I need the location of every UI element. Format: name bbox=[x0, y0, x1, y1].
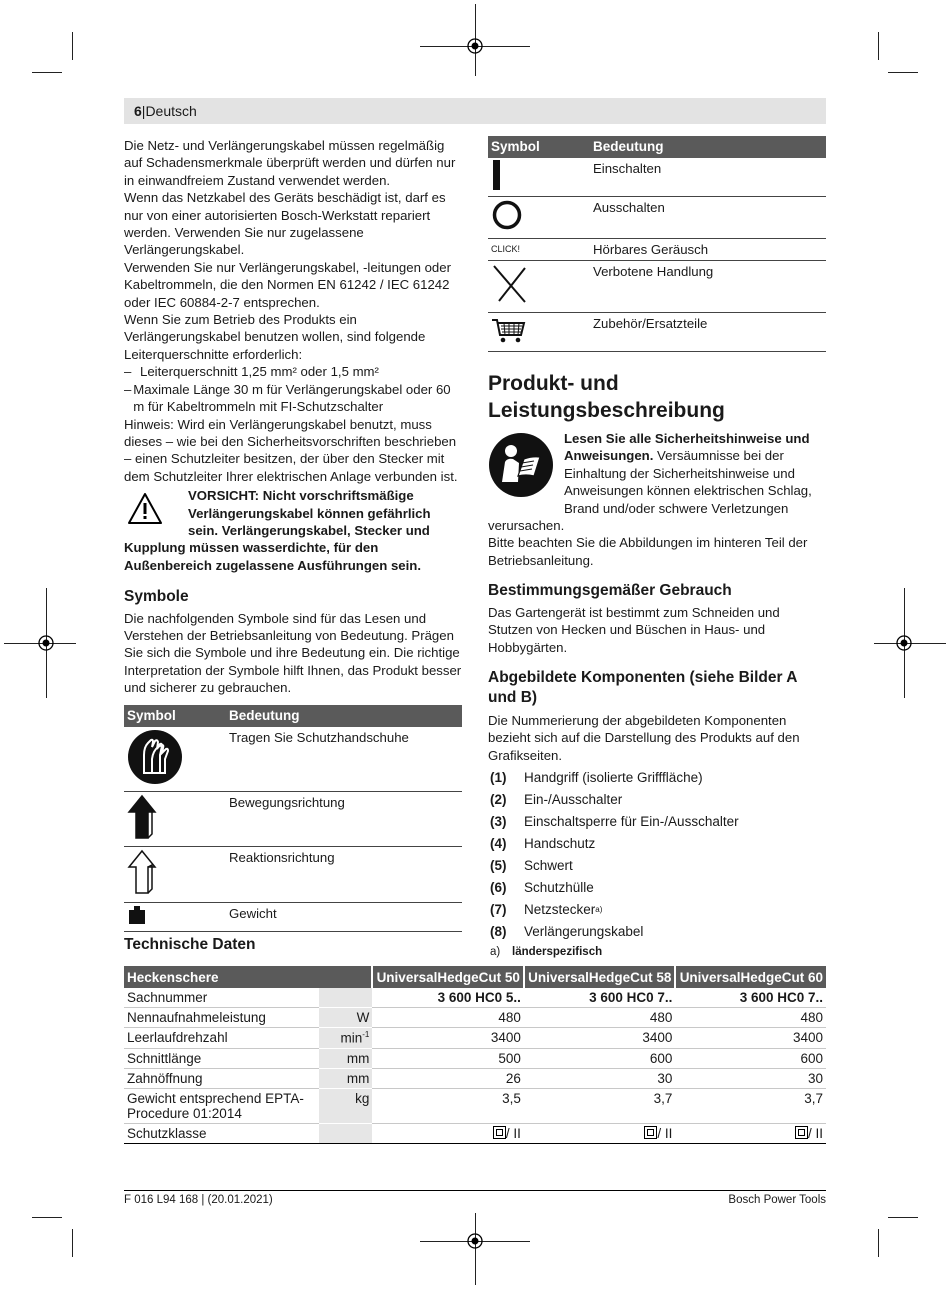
table-row bbox=[488, 197, 826, 238]
tech-section bbox=[124, 936, 826, 1144]
symbols-intro: Die nachfolgenden Symbole sind für das Lesen und Verstehen der Betriebsanleitung von Bedeutung. Prägen Sie sich die Symbole und ihre Bedeutung ein. Die richtige Interpretation der Symbole hilft Ihnen, das Produkt besser und sicherer zu gebrauchen. bbox=[124, 610, 462, 696]
registration-mark-icon bbox=[466, 1232, 484, 1250]
read-text: Versäumnisse bei der Einhaltung der Sicherheitshinweise und Anweisungen können elektrischen Schlag, Brand und/oder schwere Verletzungen verursachen. bbox=[488, 448, 812, 534]
paragraph: Wenn Sie zum Betrieb des Produkts ein Verlängerungskabel benutzen wollen, sind folgende Leiterquerschnitte erforderlich: bbox=[124, 312, 426, 362]
page-footer bbox=[124, 1190, 826, 1206]
table-row bbox=[488, 158, 826, 197]
table-row: Schnittlänge mm 500 600 600 bbox=[124, 1048, 826, 1068]
column-header: Symbol bbox=[124, 705, 226, 727]
crop-mark bbox=[888, 1217, 918, 1218]
column-header: Heckenschere bbox=[124, 966, 372, 988]
table-row: Sachnummer 3 600 HC0 5.. 3 600 HC0 7.. 3 600 HC0 7.. bbox=[124, 988, 826, 1008]
caution-text: VORSICHT: Nicht vorschriftsmäßige Verlängerungskabel können gefährlich sein. Verlängerungskabel, Stecker und Kupplung müssen wasserdichte, für den Außenbereich zugelassene Ausführungen sein. bbox=[124, 488, 431, 573]
crop-mark bbox=[72, 32, 73, 60]
registration-mark-icon bbox=[37, 634, 55, 652]
list-item: (5) Schwert bbox=[490, 858, 573, 874]
hint-paragraph: Hinweis: Wird ein Verlängerungskabel benutzt, muss dieses – wie bei den Sicherheitsvorschriften beschrieben – einen Schutzleiter besitzen, der über den Stecker mit dem Schutzleiter Ihrer elektrischen Anlage verbunden ist. bbox=[124, 416, 458, 484]
table-row: Zahnöffnung mm 26 30 30 bbox=[124, 1068, 826, 1088]
symbol-meaning: Tragen Sie Schutzhandschuhe bbox=[226, 727, 462, 792]
symbol-meaning: Zubehör/Ersatzteile bbox=[590, 312, 826, 351]
column-header: UniversalHedgeCut 60 bbox=[675, 966, 826, 988]
protection-class-ii-icon bbox=[493, 1126, 506, 1139]
column-header: UniversalHedgeCut 58 bbox=[524, 966, 676, 988]
cross-icon bbox=[491, 263, 529, 305]
warning-triangle-icon bbox=[126, 491, 164, 527]
filled-arrow-up-icon bbox=[127, 794, 157, 840]
symbols-heading: Symbole bbox=[124, 588, 189, 606]
cart-icon bbox=[491, 315, 527, 345]
document-number: F 016 L94 168 | (20.01.2021) bbox=[124, 1194, 273, 1206]
list-item: (1) Handgriff (isolierte Grifffläche) bbox=[490, 770, 703, 786]
components-heading: Abgebildete Komponenten (siehe Bilder A und B) bbox=[488, 668, 797, 706]
page-number: 6 bbox=[134, 103, 142, 119]
symbols-table-left bbox=[124, 705, 462, 933]
list-item: (6) Schutzhülle bbox=[490, 880, 594, 896]
paragraph: Wenn das Netzkabel des Geräts beschädigt ist, darf es nur von einer autorisierten Bosch-Werkstatt repariert werden. Verwenden Sie nur zugelassene Verlängerungskabel. bbox=[124, 190, 446, 258]
list-item: (7) Netzstecker a) bbox=[490, 902, 603, 918]
table-row bbox=[124, 727, 462, 792]
table-row bbox=[124, 792, 462, 847]
footnote: a) länderspezifisch bbox=[490, 946, 603, 959]
table-row: Gewicht entsprechend EPTA-Procedure 01:2014 kg 3,5 3,7 3,7 bbox=[124, 1088, 826, 1123]
weight-icon bbox=[127, 905, 147, 925]
column-header: Bedeutung bbox=[226, 705, 462, 727]
table-row bbox=[488, 312, 826, 351]
table-row: Schutzklasse / II / II / II bbox=[124, 1123, 826, 1143]
protection-class-ii-icon bbox=[795, 1126, 808, 1139]
list-item: – Leiterquerschnitt 1,25 mm² oder 1,5 mm² bbox=[124, 364, 379, 380]
paragraph: Verwenden Sie nur Verlängerungskabel, -leitungen oder Kabeltrommeln, die den Normen EN 61242 / IEC 61242 oder IEC 60884-2-7 entsprechen. bbox=[124, 259, 451, 310]
header-separator: | bbox=[141, 103, 146, 119]
column-header: Symbol bbox=[488, 136, 590, 158]
symbol-meaning: Reaktionsrichtung bbox=[226, 847, 462, 902]
list-item: (4) Handschutz bbox=[490, 836, 596, 852]
crop-mark bbox=[32, 72, 62, 73]
product-heading: Produkt- und bbox=[488, 372, 619, 396]
list-item: – Maximale Länge 30 m für Verlängerungskabel oder 60 m für Kabeltrommeln mit FI-Schutzschalter bbox=[124, 381, 451, 415]
tech-table bbox=[124, 966, 826, 1144]
symbol-meaning: Verbotene Handlung bbox=[590, 261, 826, 312]
outline-arrow-up-icon bbox=[127, 849, 157, 895]
symbol-meaning: Hörbares Geräusch bbox=[590, 238, 826, 260]
column-header: Bedeutung bbox=[590, 136, 826, 158]
on-bar-icon bbox=[491, 160, 503, 190]
registration-mark-icon bbox=[895, 634, 913, 652]
symbol-meaning: Bewegungsrichtung bbox=[226, 792, 462, 847]
crop-mark bbox=[878, 32, 879, 60]
table-row bbox=[488, 261, 826, 312]
list-item: (8) Verlängerungskabel bbox=[490, 924, 644, 940]
read-instructions-block bbox=[488, 430, 826, 534]
symbol-meaning: Einschalten bbox=[590, 158, 826, 197]
crop-mark bbox=[888, 72, 918, 73]
table-row: Leerlaufdrehzahl $\min^{-1}$ 3400 3400 3400 bbox=[124, 1028, 826, 1049]
list-item: (2) Ein-/Ausschalter bbox=[490, 792, 623, 808]
brand-footer: Bosch Power Tools bbox=[728, 1194, 826, 1206]
crop-mark bbox=[72, 1229, 73, 1257]
caution-block bbox=[124, 487, 462, 574]
protection-class-ii-icon bbox=[644, 1126, 657, 1139]
page-header bbox=[124, 98, 826, 124]
read-bold-text: Lesen Sie alle Sicherheitshinweise und Anweisungen. bbox=[564, 431, 810, 464]
crop-mark bbox=[32, 1217, 62, 1218]
off-circle-icon bbox=[491, 199, 525, 231]
header-language: Deutsch bbox=[145, 103, 197, 119]
table-row: Nennaufnahmeleistung W 480 480 480 bbox=[124, 1008, 826, 1028]
crop-mark bbox=[878, 1229, 879, 1257]
use-text: Das Gartengerät ist bestimmt zum Schneiden und Stutzen von Hecken und Büschen in Haus- und Hobbygärten. bbox=[488, 604, 780, 655]
symbol-meaning: Gewicht bbox=[226, 902, 462, 931]
symbol-meaning: Ausschalten bbox=[590, 197, 826, 238]
click-label: CLICK! bbox=[488, 238, 590, 260]
right-column bbox=[488, 136, 826, 961]
tech-heading: Technische Daten bbox=[124, 936, 256, 953]
table-row bbox=[124, 902, 462, 931]
components-intro: Die Nummerierung der abgebildeten Komponenten bezieht sich auf die Darstellung des Produkts auf den Grafikseiten. bbox=[488, 712, 800, 763]
left-column bbox=[124, 137, 462, 932]
list-item: (3) Einschaltsperre für Ein-/Ausschalter bbox=[490, 814, 739, 830]
table-row bbox=[488, 238, 826, 260]
symbols-table-right bbox=[488, 136, 826, 352]
gloves-icon bbox=[127, 729, 183, 785]
table-row bbox=[124, 847, 462, 902]
product-heading: Leistungsbeschreibung bbox=[488, 399, 725, 423]
column-header: UniversalHedgeCut 50 bbox=[372, 966, 524, 988]
read-manual-icon bbox=[488, 432, 554, 498]
paragraph: Die Netz- und Verlängerungskabel müssen regelmäßig auf Schadensmerkmale überprüft werden und dürfen nur in einwandfreiem Zustand verwendet werden. bbox=[124, 138, 456, 188]
figures-note: Bitte beachten Sie die Abbildungen im hinteren Teil der Betriebsanleitung. bbox=[488, 535, 808, 568]
registration-mark-icon bbox=[466, 37, 484, 55]
use-heading: Bestimmungsgemäßer Gebrauch bbox=[488, 582, 732, 600]
